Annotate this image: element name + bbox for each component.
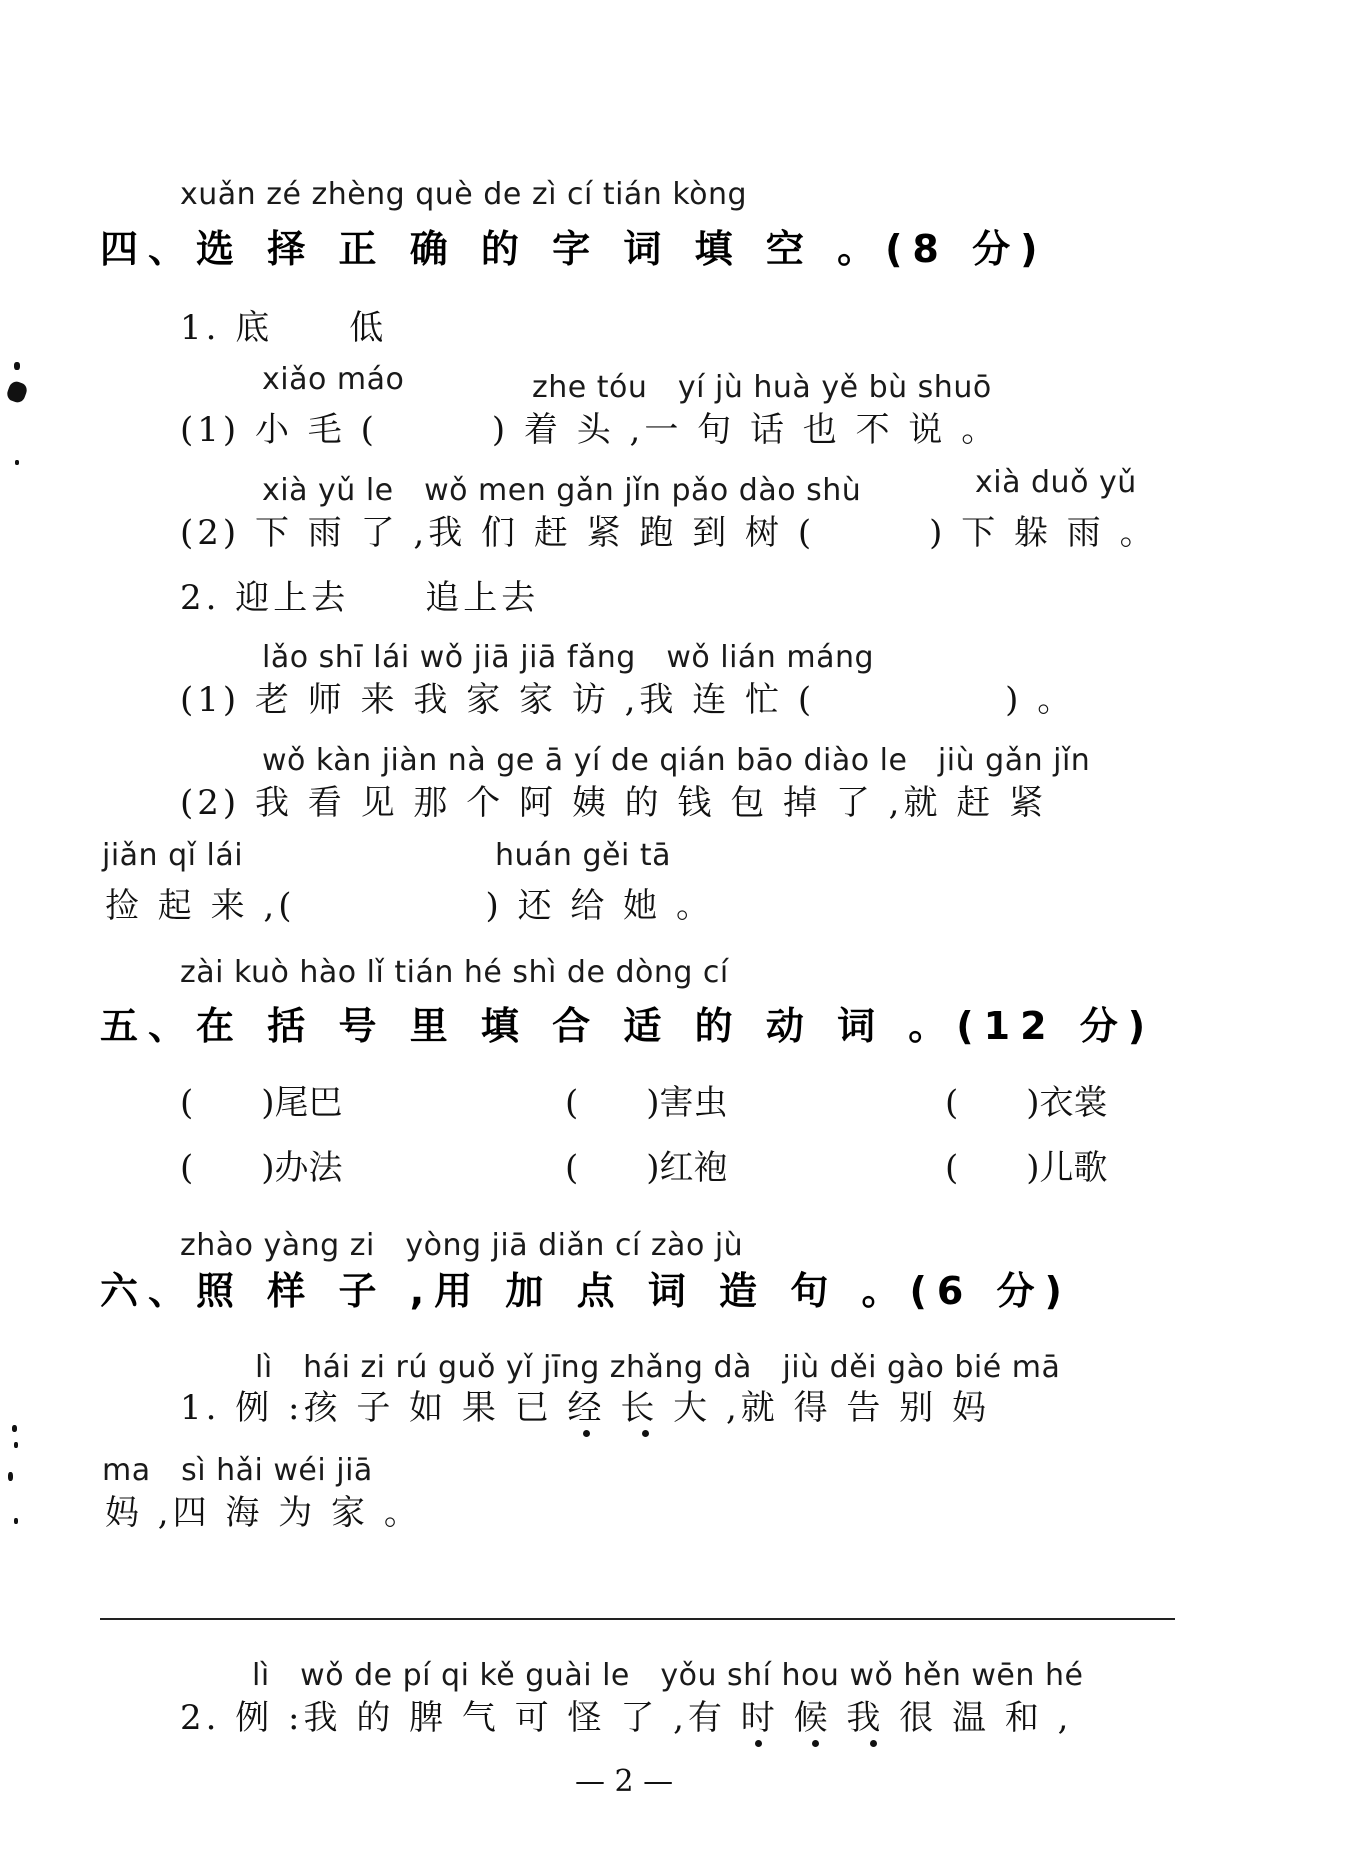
q2-s1-pinyin: lǎo shī lái wǒ jiā jiā fǎng wǒ lián máng xyxy=(262,640,875,675)
scan-speck xyxy=(12,1425,17,1432)
q2-s1-text: (1) 老 师 来 我 家 家 访 ,我 连 忙 ( ) 。 xyxy=(180,680,1076,720)
fill-item: ( )办法 xyxy=(180,1148,343,1188)
emphasis-dot xyxy=(755,1740,762,1747)
fill-item: ( )儿歌 xyxy=(945,1148,1108,1188)
emphasis-dot xyxy=(870,1740,877,1747)
scan-speck xyxy=(14,1442,18,1448)
emphasis-dot xyxy=(812,1740,819,1747)
q1-s1-pinyin-a: xiǎo máo xyxy=(262,362,405,397)
q2-s2-text: (2) 我 看 见 那 个 阿 姨 的 钱 包 掉 了 ,就 赶 紧 xyxy=(180,783,1048,823)
scan-speck xyxy=(14,362,20,370)
fill-item: ( )衣裳 xyxy=(945,1083,1108,1123)
page-number: — 2 — xyxy=(575,1764,674,1799)
section6-pinyin: zhào yàng zi yòng jiā diǎn cí zào jù xyxy=(180,1228,744,1263)
scan-speck xyxy=(8,1472,13,1481)
section4-pinyin: xuǎn zé zhèng què de zì cí tián kòng xyxy=(180,177,748,212)
section5-pinyin: zài kuò hào lǐ tián hé shì de dòng cí xyxy=(180,955,729,990)
ex1b-text: 妈 ,四 海 为 家 。 xyxy=(105,1493,422,1533)
answer-line xyxy=(100,1618,1175,1620)
q2-s2b-pinyin-a: jiǎn qǐ lái xyxy=(102,838,244,873)
fill-item: ( )尾巴 xyxy=(180,1083,343,1123)
q2-options: 2. 迎上去 追上去 xyxy=(180,578,540,618)
ex2-text: 2. 例 :我 的 脾 气 可 怪 了 ,有 时 候 我 很 温 和 , xyxy=(180,1698,1073,1738)
section5-title: 五、在 括 号 里 填 合 适 的 动 词 。(12 分) xyxy=(100,1004,1156,1048)
emphasis-dot xyxy=(642,1430,649,1437)
q1-s2-pinyin-b: xià duǒ yǔ xyxy=(975,465,1137,500)
scan-speck xyxy=(14,1518,18,1524)
fill-item: ( )红袍 xyxy=(565,1148,728,1188)
q1-options: 1. 底 低 xyxy=(180,308,388,348)
q2-s2b-pinyin-b: huán gěi tā xyxy=(495,838,671,873)
ex2-pinyin: lì wǒ de pí qi kě guài le yǒu shí hou wǒ hěn wēn hé xyxy=(252,1658,1084,1693)
q1-s1-text: (1) 小 毛 ( ) 着 头 ,一 句 话 也 不 说 。 xyxy=(180,410,1000,450)
ex1-text: 1. 例 :孩 子 如 果 已 经 长 大 ,就 得 告 别 妈 xyxy=(180,1388,991,1428)
section4-title: 四、选 择 正 确 的 字 词 填 空 。(8 分) xyxy=(100,227,1048,271)
ex1-pinyin: lì hái zi rú guǒ yǐ jīng zhǎng dà jiù děi gào bié mā xyxy=(255,1350,1061,1385)
q1-s2-pinyin-a: xià yǔ le wǒ men gǎn jǐn pǎo dào shù xyxy=(262,473,862,508)
scan-speck xyxy=(5,380,29,405)
scan-speck xyxy=(15,460,19,465)
fill-item: ( )害虫 xyxy=(565,1083,728,1123)
q2-s2-pinyin: wǒ kàn jiàn nà ge ā yí de qián bāo diào le jiù gǎn jǐn xyxy=(262,743,1091,778)
q2-s2b-text: 捡 起 来 ,( ) 还 给 她 。 xyxy=(105,886,714,926)
q1-s1-pinyin-b: zhe tóu yí jù huà yě bù shuō xyxy=(532,370,992,405)
emphasis-dot xyxy=(583,1430,590,1437)
q1-s2-text: (2) 下 雨 了 ,我 们 赶 紧 跑 到 树 ( ) 下 躲 雨 。 xyxy=(180,513,1158,553)
section6-title: 六、照 样 子 ,用 加 点 词 造 句 。(6 分) xyxy=(100,1269,1072,1313)
ex1b-pinyin: ma sì hǎi wéi jiā xyxy=(102,1453,373,1488)
